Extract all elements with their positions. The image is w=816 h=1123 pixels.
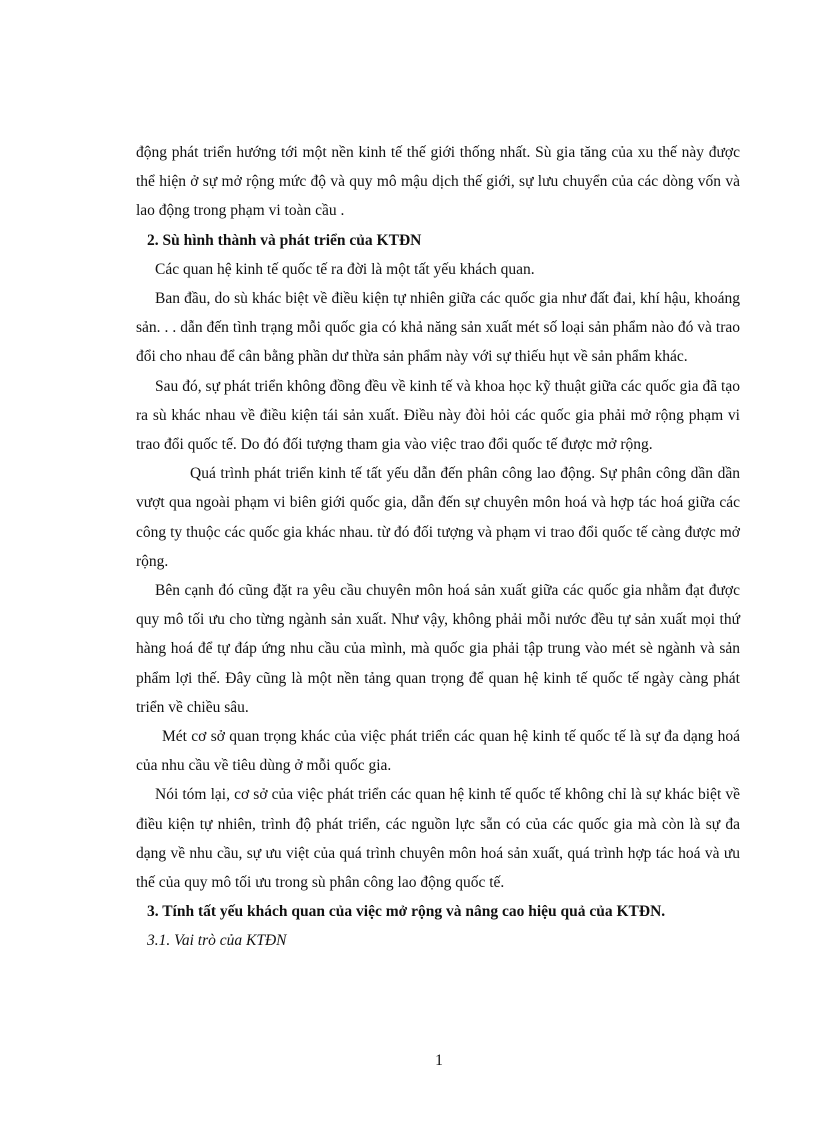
subsection-heading-3-1: 3.1. Vai trò của KTĐN <box>147 932 287 950</box>
paragraph-uneven-development: Sau đó, sự phát triển không đồng đều về kinh tế và khoa học kỹ thuật giữa các quốc gia đã tạo ra sù khác nhau về điều kiện tái sản xuất. Điều này đòi hỏi các quốc gia phải mở rộng phạm vi trao đổi quốc tế. Do đó đối tượng tham gia vào việc trao đổi quốc tế được mở rộng. <box>136 377 740 454</box>
paragraph-natural-conditions: Ban đầu, do sù khác biệt về điều kiện tự nhiên giữa các quốc gia như đất đai, khí hậu, khoáng sản. . . dẫn đến tình trạng mỗi quốc gia có khả năng sản xuất mét số loại sản phẩm nào đó và trao đổi cho nhau để cân bằng phần dư thừa sản phẩm này với sự thiếu hụt về sản phẩm khác. <box>136 290 740 366</box>
paragraph-specialization: Bên cạnh đó cũng đặt ra yêu cầu chuyên môn hoá sản xuất giữa các quốc gia nhằm đạt được quy mô tối ưu cho từng ngành sản xuất. Như vậy, không phải mỗi nước đều tự sản xuất mọi thứ hàng hoá để tự đáp ứng nhu cầu của mình, mà quốc gia phải tập trung vào mét sè ngành và sản phẩm lợi thế. Đây cũng là một nền tảng quan trọng để quan hệ kinh tế quốc tế ngày càng phát triển về chiều sâu. <box>136 582 740 716</box>
section-heading-2: 2. Sù hình thành và phát triển của KTĐN <box>147 231 422 249</box>
paragraph-summary: Nói tóm lại, cơ sở của việc phát triển các quan hệ kinh tế quốc tế không chỉ là sự khác biệt về điều kiện tự nhiên, trình độ phát triển, các nguồn lực sẵn có của các quốc gia mà còn là sự đa dạng về nhu cầu, sự ưu việt của quá trình chuyên môn hoá sản xuất, quá trình hợp tác hoá và ưu thế của quy mô tối ưu trong sù phân công lao động quốc tế. <box>136 786 740 892</box>
document-body <box>136 138 740 956</box>
section-heading-3: 3. Tính tất yếu khách quan của việc mở rộng và nâng cao hiệu quả của KTĐN. <box>147 903 666 921</box>
page-number: 1 <box>435 1052 443 1069</box>
paragraph-consumer-demand: Mét cơ sở quan trọng khác của việc phát triển các quan hệ kinh tế quốc tế là sự đa dạng hoá của nhu cầu về tiêu dùng ở mỗi quốc gia. <box>136 728 740 775</box>
paragraph-objective-necessity: Các quan hệ kinh tế quốc tế ra đời là một tất yếu khách quan. <box>155 260 535 278</box>
paragraph-intro-continuation: động phát triển hướng tới một nền kinh tế thế giới thống nhất. Sù gia tăng của xu thế này được thể hiện ở sự mở rộng mức độ và quy mô mậu dịch thế giới, sự lưu chuyển của các dòng vốn và lao động trong phạm vi toàn cầu . <box>136 144 740 220</box>
paragraph-division-of-labor: Quá trình phát triển kinh tế tất yếu dẫn đến phân công lao động. Sự phân công dần dần vượt qua ngoài phạm vi biên giới quốc gia, dẫn đến sự chuyên môn hoá và hợp tác hoá giữa các công ty thuộc các quốc gia khác nhau. từ đó đối tượng và phạm vi trao đổi quốc tế càng được mở rộng. <box>136 465 740 570</box>
